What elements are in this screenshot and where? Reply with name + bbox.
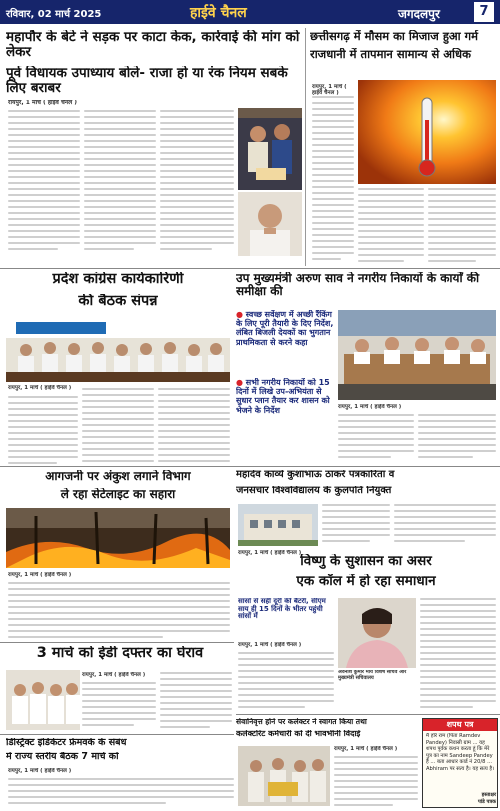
bullet-marker-icon: ●	[236, 378, 243, 387]
weather-body-col-1	[312, 96, 354, 266]
university-dateline: रायपुर, 1 मार्च ( हाईवे चैनल )	[238, 550, 302, 556]
mayor-photo-former-mla	[238, 192, 302, 256]
fire-dateline: रायपुर, 1 मार्च ( हाईवे चैनल )	[8, 572, 72, 578]
cm-review-body-col-2	[418, 414, 496, 464]
mayor-headline-2: पूर्व विधायक उपाध्याय बोले- राजा हो या रंक नियम सबके लिए बराबर	[6, 66, 288, 96]
weather-headline-1: छत्तीसगढ़ में मौसम का मिजाज हुआ गर्म	[310, 30, 479, 43]
weather-dateline: रायपुर, 1 मार्च ( हाईवे चैनल )	[312, 84, 347, 97]
cm-review-bullet-2-text: सभी नगरीय निकायों को 15 दिनों में लिखे उप-अभियंता से सुधार प्लान तैयार कर शासन को भेजने के निर्देश	[236, 378, 330, 415]
ed-body-col-1	[82, 682, 156, 730]
vishnu-photo-official	[338, 598, 416, 668]
weather-body-col-3	[428, 188, 496, 266]
collector-body	[334, 756, 418, 808]
ed-photo-protest	[6, 670, 80, 730]
congress-body-col-1	[8, 396, 78, 464]
congress-body-col-3	[158, 388, 230, 464]
weather-body-col-2	[358, 188, 424, 266]
page-number: 7	[474, 2, 494, 22]
ed-dateline: रायपुर, 1 मार्च ( हाईवे चैनल )	[82, 672, 146, 678]
weather-headline-2: राजधानी में तापमान सामान्य से अधिक	[310, 48, 471, 61]
vishnu-body-col-2	[420, 598, 496, 712]
ed-body-col-2	[160, 672, 232, 730]
oath-body: मैं हरि राम (पिता Ramdev Pandey) निवासी ग्राम ... यह शपथ पूर्वक कथन करता हूं कि मेरे पुत्र का नाम Sandeep Pandey है ... बता आधार कार्ड नं 20/8 ... Abhiram पर सत्य है। यह सत्य है।	[426, 733, 495, 772]
section-rule-5	[236, 714, 500, 715]
mayor-body-col-3	[160, 110, 234, 258]
vishnu-body-col-1	[238, 652, 334, 712]
congress-headline-1: प्रदेश कांग्रेस कार्यकारिणी	[52, 272, 184, 287]
cm-review-headline: उप मुख्यमंत्री अरुण साव ने नगरीय निकायों के कार्यों की समीक्षा की	[236, 272, 480, 298]
cm-review-bullet-2	[236, 378, 334, 456]
masthead-city: जगदलपुर	[398, 7, 440, 21]
column-divider	[305, 28, 306, 266]
collector-dateline: रायपुर, 1 मार्च ( हाईवे चैनल )	[334, 746, 398, 752]
collector-headline-2: कलेक्टोरेट कर्मचारी को दी भावभीनी विदाई	[236, 730, 361, 738]
vishnu-dateline: रायपुर, 1 मार्च ( हाईवे चैनल )	[238, 642, 302, 648]
congress-dateline: रायपुर, 1 मार्च ( हाईवे चैनल )	[8, 385, 72, 391]
bullet-marker-icon: ●	[236, 310, 243, 319]
cm-review-body-col-1	[338, 414, 414, 464]
oath-title: शपथ पत्र	[446, 720, 474, 729]
cm-review-bullet-1-text: स्वच्छ सर्वेक्षण में अच्छी रैंकिंग के लिए पूरी तैयारी के दिए निर्देश, लंबित बिजली देयकों का भुगतान प्राथमिकता से करने कहा	[236, 310, 334, 347]
mayor-dateline: रायपुर, 1 मार्च ( हाईवे चैनल )	[8, 100, 78, 106]
district-body	[8, 778, 234, 808]
district-headline-2: में राज्य स्तरीय बैठक 7 मार्च को	[6, 752, 119, 762]
ed-headline: 3 मार्च को ईडी दफ्तर का घेराव	[36, 646, 204, 661]
mayor-body-col-1	[8, 110, 80, 258]
masthead-date: रविवार, 02 मार्च 2025	[6, 9, 102, 20]
cm-review-bullet-1	[236, 310, 334, 374]
university-body-col-2	[394, 504, 496, 548]
university-body-col-1	[322, 504, 390, 548]
cm-review-dateline: रायपुर, 1 मार्च ( हाईवे चैनल )	[338, 404, 402, 410]
collector-photo	[238, 746, 330, 806]
weather-photo-sun	[358, 80, 496, 184]
section-rule-3	[0, 642, 234, 643]
vishnu-headline-2: एक कॉल में हो रहा समाधान	[296, 574, 436, 589]
collector-headline-1: सेवानिवृत्त होने पर कलेक्टर ने स्वागत किया तथा	[236, 718, 367, 726]
congress-photo-meeting	[6, 318, 230, 382]
district-dateline: रायपुर, 1 मार्च ( हाईवे चैनल )	[8, 768, 72, 774]
oath-signer: पांडे पत्रक	[478, 799, 496, 805]
congress-body-col-2	[82, 388, 154, 464]
fire-photo-forest	[6, 508, 230, 568]
district-headline-1: डिस्ट्रिक्ट इंडिकेटर फ्रेमवर्क के संबंध	[6, 738, 127, 748]
fire-headline-1: आगजनी पर अंकुश लगाने विभाग	[45, 470, 191, 483]
mayor-headline-1: महापौर के बेटे ने सड़क पर काटा केक, कार्रवाई की मांग को लेकर	[6, 30, 300, 60]
vishnu-photo-caption: अवनीश कुमार मौर्य विशेष सचिव और मुख्यमंत्री सचिवालय	[338, 670, 407, 681]
university-headline-2: जनसंचार विश्वविद्यालय के कुलपति नियुक्त	[236, 486, 392, 496]
cm-review-photo-meeting	[338, 310, 496, 400]
university-headline-1: महादेव काव्ये कुशाभाऊ ठाकरे पत्रकारिता व	[236, 470, 395, 480]
university-photo-building	[238, 504, 318, 546]
congress-headline-2: की बैठक संपन्न	[78, 294, 158, 309]
section-rule-4	[0, 734, 234, 735]
section-rule-2	[0, 466, 500, 467]
vishnu-headline-1: विष्णु के सुशासन का असर	[300, 554, 432, 569]
fire-body	[8, 582, 230, 640]
vishnu-deck: सांसों से सही दूरी की बैटरी, सीएम साय ही 15 दिनों के भीतर पहुंची सांसों में	[238, 598, 326, 621]
oath-footer: हस्ताक्षर	[481, 792, 496, 798]
mayor-photo-cake-cutting	[238, 108, 302, 190]
masthead-brand: हाईवे चैनल	[190, 5, 247, 21]
fire-headline-2: ले रहा सेटेलाइट का सहारा	[60, 488, 176, 501]
section-rule-1	[0, 268, 500, 269]
mayor-body-col-2	[84, 110, 156, 258]
